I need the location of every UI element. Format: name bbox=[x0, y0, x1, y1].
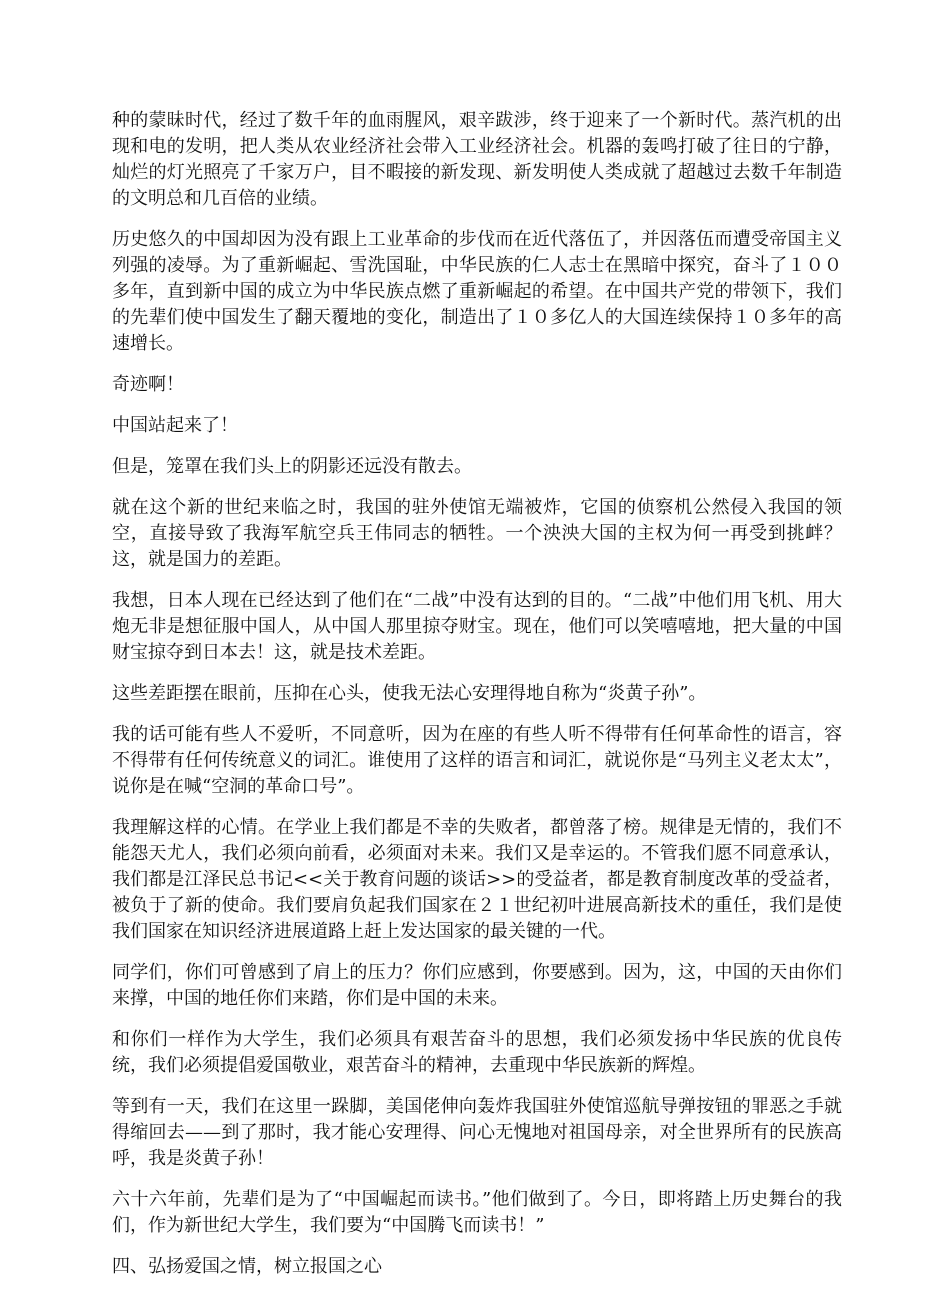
paragraph: 等到有一天，我们在这里一跺脚，美国佬伸向轰炸我国驻外使馆巡航导弹按钮的罪恶之手就得缩回去——到了那时，我才能心安理得、问心无愧地对祖国母亲，对全世界所有的民族高呼，我是炎黄子孙！ bbox=[112, 1096, 842, 1169]
paragraph: 我理解这样的心情。在学业上我们都是不幸的失败者，都曾落了榜。规律是无情的，我们不能怨天尤人，我们必须向前看，必须面对未来。我们又是幸运的。不管我们愿不同意承认，我们都是江泽民总书记<<关于教育问题的谈话>>的受益者，都是教育制度改革的受益者，被负于了新的使命。我们要肩负起我们国家在２１世纪初叶进展高新技术的重任，我们是使我们国家在知识经济进展道路上赶上发达国家的最关键的一代。 bbox=[112, 817, 842, 942]
paragraph: 和你们一样作为大学生，我们必须具有艰苦奋斗的思想，我们必须发扬中华民族的优良传统，我们必须提倡爱国敬业，艰苦奋斗的精神，去重现中华民族新的辉煌。 bbox=[112, 1029, 842, 1076]
paragraph: 我想，日本人现在已经达到了他们在“二战”中没有达到的目的。“二战”中他们用飞机、用大炮无非是想征服中国人，从中国人那里掠夺财宝。现在，他们可以笑嘻嘻地，把大量的中国财宝掠夺到日本去！这，就是技术差距。 bbox=[112, 590, 842, 663]
section-heading: 四、弘扬爱国之情，树立报国之心 bbox=[112, 1256, 382, 1277]
paragraph: 中国站起来了！ bbox=[112, 415, 238, 436]
paragraph: 这些差距摆在眼前，压抑在心头，使我无法心安理得地自称为“炎黄子孙”。 bbox=[112, 683, 707, 704]
paragraph: 就在这个新的世纪来临之时，我国的驻外使馆无端被炸，它国的侦察机公然侵入我国的领空，直接导致了我海军航空兵王伟同志的牺牲。一个泱泱大国的主权为何一再受到挑衅？这，就是国力的差距。 bbox=[112, 497, 842, 570]
document-body bbox=[112, 108, 842, 1295]
paragraph: 同学们，你们可曾感到了肩上的压力？你们应感到，你要感到。因为，这，中国的天由你们来撑，中国的地任你们来踏，你们是中国的未来。 bbox=[112, 962, 842, 1009]
paragraph: 我的话可能有些人不爱听，不同意听，因为在座的有些人听不得带有任何革命性的语言，容不得带有任何传统意义的词汇。谁使用了这样的语言和词汇，就说你是“马列主义老太太”，说你是在喊“空洞的革命口号”。 bbox=[112, 724, 842, 797]
paragraph: 种的蒙昧时代，经过了数千年的血雨腥风，艰辛跋涉，终于迎来了一个新时代。蒸汽机的出现和电的发明，把人类从农业经济社会带入工业经济社会。机器的轰鸣打破了往日的宁静，灿烂的灯光照亮了千家万户，目不暇接的新发现、新发明使人类成就了超越过去数千年制造的文明总和几百倍的业绩。 bbox=[112, 110, 842, 209]
paragraph: 奇迹啊！ bbox=[112, 374, 184, 395]
paragraph: 历史悠久的中国却因为没有跟上工业革命的步伐而在近代落伍了，并因落伍而遭受帝国主义列强的凌辱。为了重新崛起、雪洗国耻，中华民族的仁人志士在黑暗中探究，奋斗了１００多年，直到新中国的成立为中华民族点燃了重新崛起的希望。在中国共产党的带领下，我们的先辈们使中国发生了翻天覆地的变化，制造出了１０多亿人的大国连续保持１０多年的高速增长。 bbox=[112, 229, 842, 354]
paragraph: 六十六年前，先辈们是为了“中国崛起而读书。”他们做到了。今日，即将踏上历史舞台的我们，作为新世纪大学生，我们要为“中国腾飞而读书！” bbox=[112, 1189, 842, 1236]
paragraph: 但是，笼罩在我们头上的阴影还远没有散去。 bbox=[112, 456, 472, 477]
